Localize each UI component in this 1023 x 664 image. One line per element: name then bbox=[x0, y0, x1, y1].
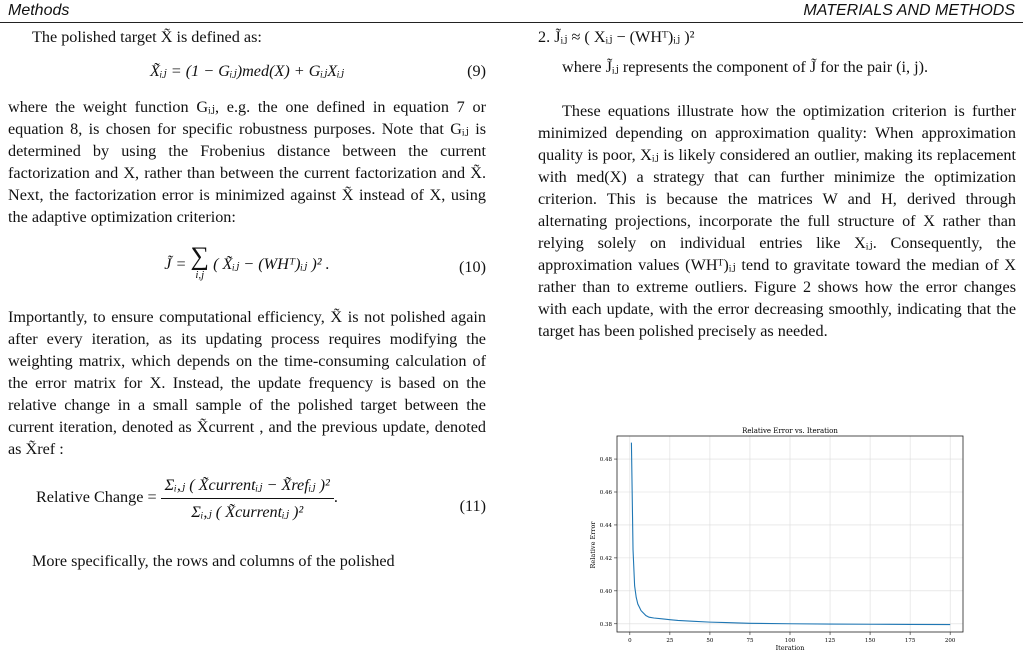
equation-9-number: (9) bbox=[467, 62, 486, 80]
paragraph-1: The polished target X̃ is defined as: bbox=[32, 28, 262, 46]
list-item-2-where: where J̃ᵢⱼ represents the component of J̃ for the pair (i, j). bbox=[562, 58, 929, 76]
x-tick-label: 25 bbox=[666, 638, 674, 644]
y-tick-label: 0.38 bbox=[599, 621, 612, 628]
paragraph-2: where the weight function Gᵢⱼ, e.g. the one defined in equation 7 or equation 8, is chosen for specific robustness purposes. Note that Gᵢⱼ is determined by using the Frobenius distance between the current factorization and X, rather than between the current factorization and X̃. Next, the factorization error is minimized against X̃ instead of X, using the adaptive optimization criterion: bbox=[8, 98, 486, 226]
chart-title: Relative Error vs. Iteration bbox=[742, 427, 838, 435]
equation-11: Relative Change = $\frac{\text{Σᵢ,ⱼ ( X̃currentᵢⱼ − X̃refᵢⱼ )²}}{\text{Σᵢ,ⱼ ( X̃currentᵢⱼ )²}}$ . (11) bbox=[36, 476, 486, 521]
x-tick-label: 0 bbox=[628, 638, 632, 644]
y-tick-label: 0.40 bbox=[599, 588, 612, 595]
paragraph-5: These equations illustrate how the optimization criterion is further minimized depending on approximation quality: When approximation quality is poor, Xᵢⱼ is likely considered an outlier, making its replacement with med(X) a strategy that can further minimize the optimization criterion. This is because the matrices W and H, derived through alternating projections, incorporate the full structure of X rather than relying solely on individual entries like Xᵢⱼ. Consequently, the approximation values (WHᵀ)ᵢⱼ tend to gravitate toward the median of X rather than to extreme outliers. Figure 2 shows how the error changes with each update, with the error decreasing smoothly, indicating that the target has been polished precisely as needed. bbox=[538, 102, 1016, 340]
left-column bbox=[8, 26, 486, 572]
header-rule bbox=[0, 22, 1023, 23]
equation-11-fraction bbox=[161, 474, 334, 523]
x-tick-label: 50 bbox=[706, 638, 714, 644]
right-column bbox=[538, 26, 1016, 342]
x-tick-label: 150 bbox=[864, 638, 876, 644]
equation-10-number: (10) bbox=[459, 258, 486, 276]
x-tick-label: 100 bbox=[784, 638, 796, 644]
equation-10-lhs: J̃ = bbox=[164, 254, 191, 273]
y-tick-label: 0.44 bbox=[599, 522, 612, 529]
chart-ylabel: Relative Error bbox=[589, 521, 597, 569]
x-tick-label: 125 bbox=[824, 638, 836, 644]
y-tick-label: 0.42 bbox=[599, 555, 612, 562]
list-item-2: 2. J̃ᵢⱼ ≈ ( Xᵢⱼ − (WHᵀ)ᵢⱼ )² bbox=[538, 28, 695, 46]
equation-10-sum-index: i,j bbox=[195, 269, 205, 282]
equation-11-denominator: Σᵢ,ⱼ ( X̃currentᵢⱼ )² bbox=[191, 503, 304, 521]
equation-10-body: ( X̃ᵢⱼ − (WHᵀ)ᵢⱼ )² . bbox=[213, 254, 330, 273]
equation-10-sum-symbol: ∑ bbox=[190, 241, 210, 271]
equation-10 bbox=[8, 240, 486, 294]
paragraph-3: Importantly, to ensure computational efficiency, X̃ is not polished again after every iteration, as its updating process requires modifying the weighting matrix, which depends on the time-consuming calculation of the error matrix for X. Instead, the update frequency is based on the relative change in a small sample of the polished target between the current iteration, denoted as X̃current , and the previous update, denoted as X̃ref : bbox=[8, 308, 486, 458]
running-header-left: Methods bbox=[8, 2, 70, 19]
y-tick-label: 0.46 bbox=[599, 490, 612, 496]
chart-xlabel: Iteration bbox=[775, 644, 805, 652]
running-header-right: MATERIALS AND METHODS bbox=[803, 2, 1015, 19]
y-tick-label: 0.48 bbox=[599, 457, 612, 464]
x-tick-label: 175 bbox=[904, 638, 916, 644]
series-line-relative-error bbox=[631, 443, 950, 625]
equation-9 bbox=[8, 60, 486, 82]
paragraph-4: More specifically, the rows and columns of the polished bbox=[32, 552, 395, 570]
x-tick-label: 200 bbox=[944, 638, 956, 644]
relative-error-chart bbox=[587, 424, 967, 654]
x-tick-label: 75 bbox=[746, 638, 754, 644]
equation-11-number: (11) bbox=[459, 497, 486, 515]
figure-2 bbox=[587, 424, 967, 654]
equation-11-lhs: Relative Change = bbox=[36, 488, 161, 507]
equation-11-numerator: Σᵢ,ⱼ ( X̃currentᵢⱼ − X̃refᵢⱼ )² bbox=[161, 474, 334, 499]
equation-9-body: X̃ᵢⱼ = (1 − Gᵢⱼ)med(X) + GᵢⱼXᵢⱼ bbox=[149, 62, 345, 80]
